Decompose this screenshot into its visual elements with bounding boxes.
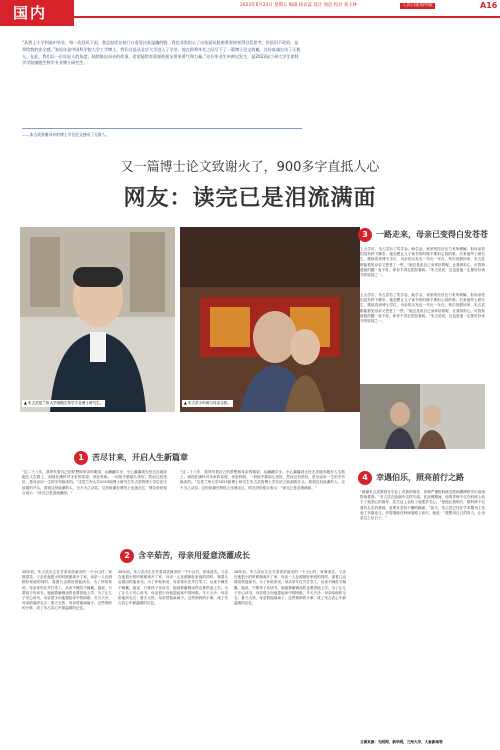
section-4-number: 4 bbox=[358, 471, 372, 485]
section-2-header bbox=[120, 548, 250, 564]
section-4-title: 幸遇伯乐，照亮前行之路 bbox=[376, 473, 464, 483]
section-3-number: 3 bbox=[358, 228, 372, 242]
section-2-text-col3: 28年前，朱占武出生在甘肃省武威市的一个小山村，家境清苦。父亲在他很小的时候便离开了家，母亲一人在照顾好家庭的同时，靠着几亩薄田供他读书。为了补贴家用，母亲常年在外打零工，从来不喊苦不喊累。她说，只要孩子肯读书，她就算砸锅卖铁也要供他上学。为了让儿子安心读书，母亲很少向他提起家中的困难。冬天天冷，母亲给他织毛衣；夏天太热，母亲替他扇扇子。这些琐碎的小事，成了朱占武心中最温暖的记忆。 bbox=[234, 570, 346, 606]
section-2-text-col1: 28年前，朱占武出生在甘肃省武威市的一个小山村，家境清苦。父亲在他很小的时候便离开了家，母亲一人在照顾好家庭的同时，靠着几亩薄田供他读书。为了补贴家用，母亲常年在外打零工，从来不喊苦不喊累。她说，只要孩子肯读书，她就算砸锅卖铁也要供他上学。为了让儿子安心读书，母亲很少向他提起家中的困难。冬天天冷，母亲给他织毛衣；夏天太热，母亲替他扇扇子。这些琐碎的小事，成了朱占武心中最温暖的记忆。 bbox=[22, 570, 112, 611]
headline-main: 网友：读完已是泪流满面 bbox=[123, 186, 377, 211]
section-2-title: 含辛茹苦，母亲用爱意浇灌成长 bbox=[138, 551, 250, 561]
issue-info: 2023年6月23日 星期五 编辑 杨岩蕊 设计 周洁 校对 蒋玉林 bbox=[240, 3, 358, 8]
section-4-header bbox=[358, 470, 464, 486]
section-1-text-left: “这二十八年，我背负着自己的梦想和母亲的期望，从蹒跚学步，小心翼翼到无忧无虑地奔跑在人生路上，到现在满怀对未来的希望，奔赴科研。一切似乎都那么美好，然而这份美好，是母亲用一生的辛劳换来的。”这是兰州大学2023届博士研究生朱占武的博士学位论文致谢的开头，看到这份致谢的人，无不为之动容。这份致谢在网络上迅速走红，网友纷纷留言表示：“读完已是泪流满面。” bbox=[22, 470, 167, 495]
section-3-text-continued: 上大学后，朱占武有了奖学金，助学金，家里的经济压力有所缓解。但母亲依旧没有停下脚步，她说想让儿子读书的时候不要担心钱的事。后来他考上研究生，继续攻读博士学位，母亲的头发也一年比一年白。每次放假回家，朱占武都能看见母亲又苍老了一些。“她总是说自己身体好着呢，让我别担心，可我知道她的腰一直不好，却舍不得去医院看病。”朱占武说，这也是他一定要好好读书的原因之一。 bbox=[360, 293, 485, 324]
section-1-title: 苦尽甘来，开启人生新篇章 bbox=[92, 453, 188, 463]
section-4-text: “感谢朱占武教授在学业上对我的指导，导师严谨的科研态度和渊博的学识深深影响着我。”朱占武在致谢中这样写道。在读博期间，他的导师不仅在科研上给予了他悉心的指导，在生活上也给了他很多关心。“是他让我明白，做科研不仅要有扎实的基础，更要有坚持不懈的精神。”如今，朱占武已经在学术期刊上发表了多篇论文，并将继续在科研道路上前行。他说：“我想用自己的努力，让母亲过上好日子。” bbox=[360, 490, 485, 521]
section-1-number: 1 bbox=[74, 451, 88, 465]
photo-caption-left: ▲ 朱占武是兰州大学细胞生物学专业博士研究生。 bbox=[24, 401, 104, 405]
section-3-title: 一路走来，母亲已变得白发苍苍 bbox=[376, 230, 488, 240]
section-3-text-top: 上大学后，朱占武有了奖学金，助学金，家里的经济压力有所缓解。但母亲依旧没有停下脚步，她说想让儿子读书的时候不要担心钱的事。后来他考上研究生，继续攻读博士学位，母亲的头发也一年比一年白。每次放假回家，朱占武都能看见母亲又苍老了一些。“她总是说自己身体好着呢，让我别担心，可我知道她的腰一直不好，却舍不得去医院看病。”朱占武说，这也是他一定要好好读书的原因之一。 bbox=[360, 247, 485, 278]
masthead-strip bbox=[74, 16, 500, 18]
section-title: 国内 bbox=[0, 0, 74, 26]
intro-divider bbox=[22, 128, 302, 129]
photo-caption-right: ▲ 朱占武小时候与母亲合影。 bbox=[184, 401, 232, 405]
section-2-text-col2: 28年前，朱占武出生在甘肃省武威市的一个小山村，家境清苦。父亲在他很小的时候便离开了家，母亲一人在照顾好家庭的同时，靠着几亩薄田供他读书。为了补贴家用，母亲常年在外打零工，从来不喊苦不喊累。她说，只要孩子肯读书，她就算砸锅卖铁也要供他上学。为了让儿子安心读书，母亲很少向他提起家中的困难。冬天天冷，母亲给他织毛衣；夏天太热，母亲替他扇扇子。这些琐碎的小事，成了朱占武心中最温暖的记忆。 bbox=[118, 570, 228, 606]
page-number: A16 bbox=[480, 1, 498, 10]
childhood-photo bbox=[180, 227, 360, 412]
intro-paragraph: “从我上小学到高中毕业，每一次刮风下雨，我总担忧在校门口看见这张湿漉的脸，我也非常担心了这张面从脸羡慕坚韧变得自发思考，但依旧不改的，是带给我的安全感。”张再年是中国科学院大学工学博士，我们这是从北京大学进入了学业，他在即将毕业之际写下了一篇博士论文致谢。这份真诚打动了无数人。在此，我们以一位年轻人的角度，陆续推出母亲的故事，希望能给有需要的朋友带来勇气和力量。”这位毕业生叫黄启发生，是2023届兰州大学生命科学学院细胞生物学专业博士研究生。 bbox=[22, 40, 301, 66]
masthead bbox=[0, 0, 500, 26]
headline-top: 又一篇博士论文致谢火了，900多字直抵人心 bbox=[120, 160, 380, 175]
section-1-text-right: “这二十八年，我背负着自己的梦想和母亲的期望，从蹒跚学步，小心翼翼到无忧无虑地奔跑在人生路上，到现在满怀对未来的希望，奔赴科研。一切似乎都那么美好，然而这份美好，是母亲用一生的辛劳换来的。”这是兰州大学2023届博士研究生朱占武的博士学位论文致谢的开头，看到这份致谢的人，无不为之动容。这份致谢在网络上迅速走红，网友纷纷留言表示：“读完已是泪流满面。” bbox=[180, 470, 345, 490]
section-1-header bbox=[74, 450, 188, 466]
section-2-number: 2 bbox=[120, 549, 134, 563]
intro-note: ——朱占武致谢母亲的博士学位论文感动了无数人。 bbox=[22, 132, 110, 137]
portrait-photo bbox=[20, 227, 175, 412]
source-note: 文图来源：光明网，新华网，兰州大学，大象新闻等 bbox=[360, 740, 443, 744]
newspaper-badge: 人民日报海外版 bbox=[402, 3, 433, 8]
section-3-header bbox=[358, 227, 488, 243]
mother-son-photo bbox=[360, 384, 485, 449]
